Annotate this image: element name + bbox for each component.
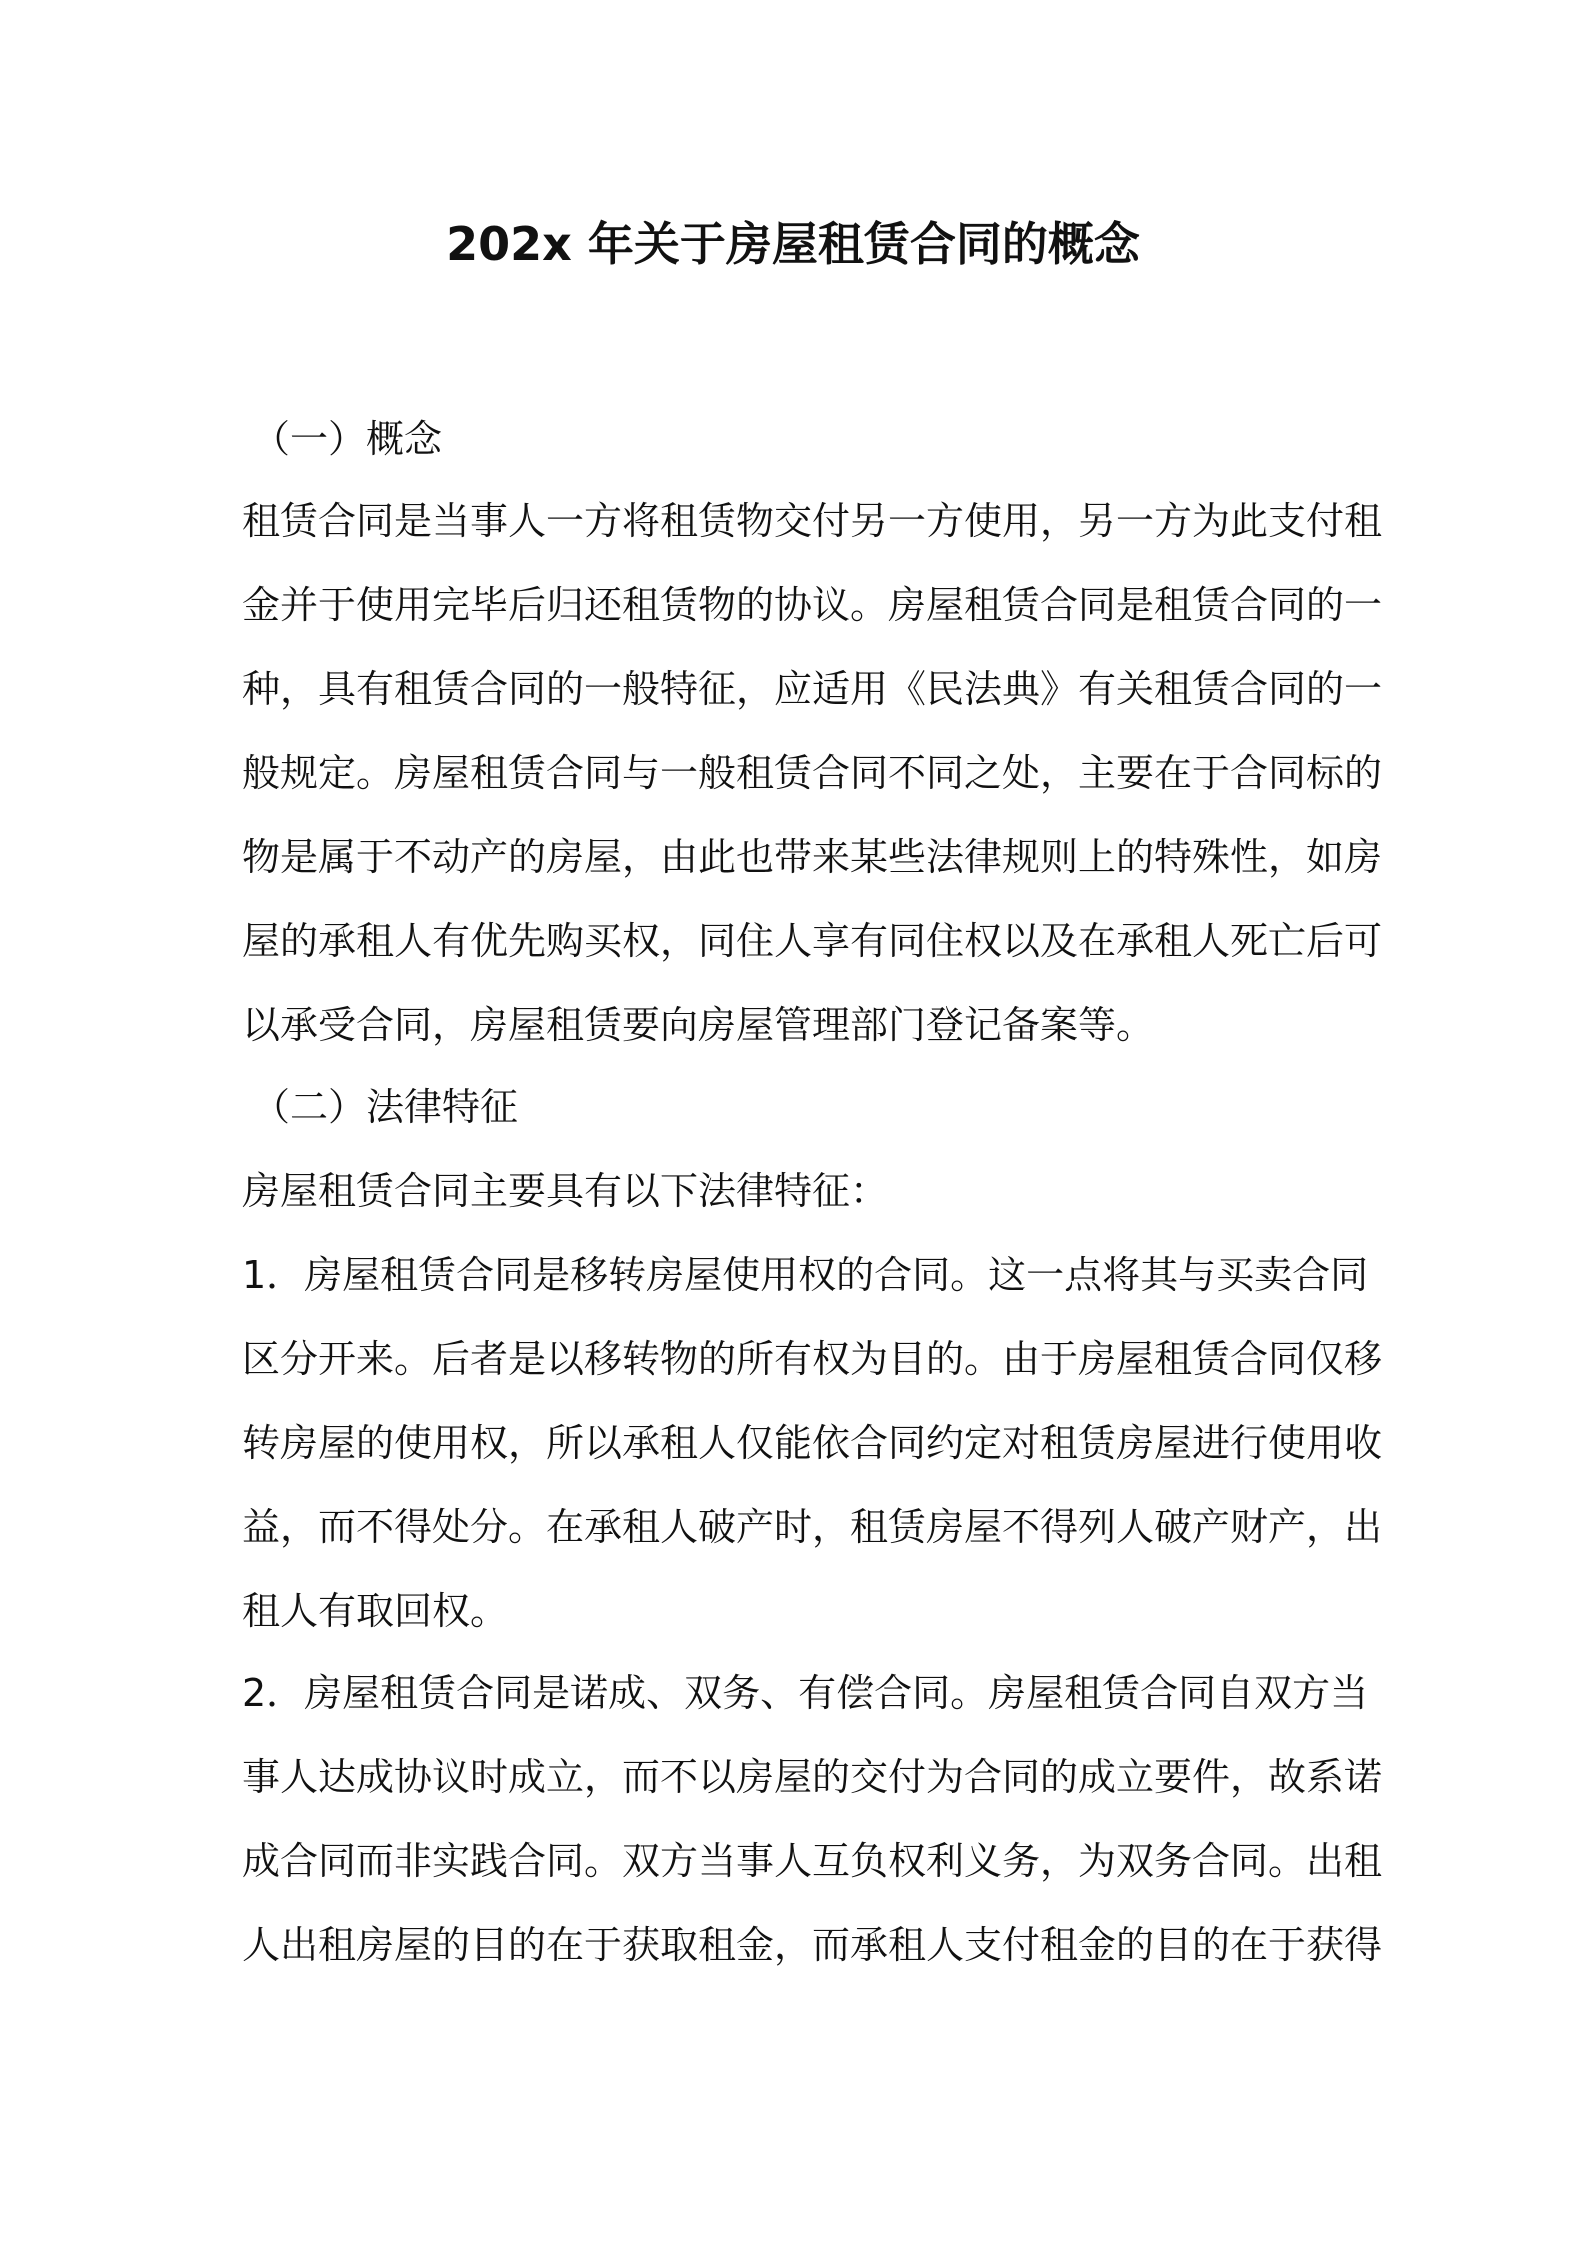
body-line: 屋的承租人有优先购买权，同住人享有同住权以及在承租人死亡后可: [242, 919, 1383, 963]
body-line: 益，而不得处分。在承租人破产时，租赁房屋不得列人破产财产，出: [242, 1505, 1383, 1549]
section-heading-legal-features: （二）法律特征: [252, 1085, 519, 1129]
body-line: 租人有取回权。: [242, 1589, 509, 1633]
document-title: 202x 年关于房屋租赁合同的概念: [446, 217, 1140, 271]
body-line: 转房屋的使用权，所以承租人仅能依合同约定对租赁房屋进行使用收: [242, 1421, 1383, 1465]
body-line: 般规定。房屋租赁合同与一般租赁合同不同之处，主要在于合同标的: [242, 751, 1383, 795]
section-heading-concept: （一）概念: [252, 417, 443, 461]
body-line: 事人达成协议时成立，而不以房屋的交付为合同的成立要件，故系诺: [242, 1755, 1383, 1799]
body-line: 物是属于不动产的房屋，由此也带来某些法律规则上的特殊性，如房: [242, 835, 1383, 879]
body-line: 2．房屋租赁合同是诺成、双务、有偿合同。房屋租赁合同自双方当: [242, 1671, 1369, 1715]
body-line: 金并于使用完毕后归还租赁物的协议。房屋租赁合同是租赁合同的一: [242, 583, 1383, 627]
body-line: 房屋租赁合同主要具有以下法律特征：: [242, 1169, 889, 1213]
body-line: 人出租房屋的目的在于获取租金，而承租人支付租金的目的在于获得: [242, 1923, 1383, 1967]
body-line: 以承受合同，房屋租赁要向房屋管理部门登记备案等。: [242, 1003, 1155, 1047]
body-line: 租赁合同是当事人一方将租赁物交付另一方使用，另一方为此支付租: [242, 499, 1383, 543]
body-line: 1．房屋租赁合同是移转房屋使用权的合同。这一点将其与买卖合同: [242, 1253, 1369, 1297]
body-line: 种，具有租赁合同的一般特征，应适用《民法典》有关租赁合同的一: [242, 667, 1383, 711]
body-line: 成合同而非实践合同。双方当事人互负权利义务，为双务合同。出租: [242, 1839, 1383, 1883]
body-line: 区分开来。后者是以移转物的所有权为目的。由于房屋租赁合同仅移: [242, 1337, 1383, 1381]
